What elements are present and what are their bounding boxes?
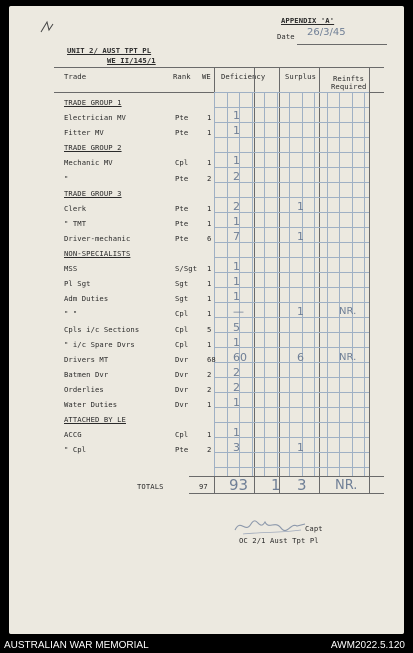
we-cell: 2 <box>207 173 212 183</box>
we-cell: 2 <box>207 384 212 394</box>
unit-line: UNIT 2/ AUST TPT PL <box>67 46 152 55</box>
totals-surplus-b: 3 <box>297 476 307 494</box>
col-rule-5 <box>369 67 370 493</box>
grid-line <box>314 92 315 476</box>
rank-cell: Sgt <box>175 279 189 289</box>
deficiency-cell: 1 <box>233 335 240 349</box>
we-cell: 1 <box>207 430 212 440</box>
rank-cell: Cpl <box>175 324 189 334</box>
appendix-label: APPENDIX 'A' <box>281 16 335 25</box>
col-rule-3 <box>279 67 280 493</box>
we-cell: 2 <box>207 445 212 455</box>
totals-we: 97 <box>199 482 208 491</box>
signature-rank: Capt <box>305 524 323 533</box>
grid-line <box>214 122 369 123</box>
deficiency-cell: 60 <box>233 350 247 364</box>
grid-line <box>352 92 353 476</box>
we-cell: 1 <box>207 128 212 138</box>
grid-line <box>214 197 369 198</box>
document-page <box>9 6 404 634</box>
rank-cell: Cpl <box>175 430 189 440</box>
surplus-cell: 1 <box>297 199 304 213</box>
reinfts-cell: NR. <box>339 306 357 318</box>
we-cell: 1 <box>207 294 212 304</box>
grid-line <box>264 92 265 476</box>
we-cell: 1 <box>207 203 212 213</box>
trade-cell: NON-SPECIALISTS <box>64 249 131 258</box>
rank-cell: S/Sgt <box>175 264 198 274</box>
grid-line <box>214 422 369 423</box>
deficiency-cell: 1 <box>233 154 240 168</box>
trade-cell: Orderlies <box>64 384 104 394</box>
grid-line <box>214 92 369 93</box>
col-we: WE <box>202 72 211 81</box>
totals-surplus-a: 1 <box>271 476 281 494</box>
rank-cell: Pte <box>175 445 189 455</box>
col-surplus: Surplus <box>285 72 316 81</box>
we-cell: 1 <box>207 218 212 228</box>
we-line: WE II/145/1 <box>107 56 156 65</box>
deficiency-cell: 2 <box>233 169 240 183</box>
rank-cell: Dvr <box>175 400 189 409</box>
we-cell: 1 <box>207 309 212 319</box>
trade-cell: Cpls i/c Sections <box>64 324 140 334</box>
grid-line <box>214 467 369 468</box>
reinfts-cell: NR. <box>339 351 357 363</box>
table-top-rule <box>54 67 384 68</box>
trade-cell: ACCG <box>64 430 82 440</box>
rank-cell: Cpl <box>175 339 189 349</box>
rank-cell: Sgt <box>175 294 189 304</box>
grid-line <box>227 92 228 476</box>
grid-line <box>214 107 369 108</box>
trade-cell: Adm Duties <box>64 294 109 304</box>
deficiency-cell: 2 <box>233 199 240 213</box>
deficiency-cell: 1 <box>233 426 240 440</box>
deficiency-cell: 1 <box>233 109 240 123</box>
grid-line <box>339 92 340 476</box>
deficiency-cell: 1 <box>233 396 240 409</box>
we-cell: 1 <box>207 113 212 123</box>
date-label: Date <box>277 32 295 41</box>
trade-cell: ATTACHED BY LE <box>64 415 126 425</box>
rank-cell: Dvr <box>175 354 189 364</box>
trade-cell: " <box>64 173 69 183</box>
trade-cell: Clerk <box>64 203 87 213</box>
trade-cell: Pl Sgt <box>64 279 91 289</box>
trade-cell: TRADE GROUP 1 <box>64 98 122 107</box>
grid-line <box>252 92 253 476</box>
col-reinfts-2: Required <box>331 82 367 91</box>
deficiency-cell: — <box>233 305 244 319</box>
surplus-cell: 1 <box>297 441 304 455</box>
rank-cell: Dvr <box>175 369 189 379</box>
trade-cell: " i/c Spare Dvrs <box>64 339 135 349</box>
col-rule-4 <box>319 67 320 493</box>
footer-accession: AWM2022.5.120 <box>330 640 405 651</box>
footer-source: AUSTRALIAN WAR MEMORIAL <box>4 640 149 651</box>
totals-top-rule <box>189 476 384 477</box>
we-cell: 68 <box>207 354 216 364</box>
date-underline <box>297 44 387 45</box>
rank-cell: Pte <box>175 128 189 138</box>
trade-cell: TRADE GROUP 2 <box>64 143 122 153</box>
grid-line <box>277 92 278 476</box>
we-cell: 6 <box>207 233 212 243</box>
deficiency-cell: 1 <box>233 260 240 274</box>
col-rule-2 <box>254 67 255 493</box>
rank-cell: Pte <box>175 203 189 213</box>
trade-cell: Water Duties <box>64 400 118 409</box>
grid-line <box>302 92 303 476</box>
trade-cell: Batmen Dvr <box>64 369 109 379</box>
grid-line <box>327 92 328 476</box>
col-reinfts-1: Reinfts <box>333 74 364 83</box>
trade-cell: Mechanic MV <box>64 158 113 168</box>
we-cell: 1 <box>207 339 212 349</box>
deficiency-cell: 2 <box>233 380 240 394</box>
we-cell: 1 <box>207 279 212 289</box>
totals-bottom-rule <box>189 493 384 494</box>
trade-cell: Drivers MT <box>64 354 109 364</box>
deficiency-cell: 3 <box>233 441 240 455</box>
handwritten-signature <box>231 514 311 538</box>
trade-cell: Fitter MV <box>64 128 104 138</box>
deficiency-cell: 1 <box>233 290 240 304</box>
we-cell: 2 <box>207 369 212 379</box>
we-cell: 1 <box>207 400 212 409</box>
deficiency-cell: 1 <box>233 124 240 138</box>
deficiency-cell: 7 <box>233 229 240 243</box>
surplus-cell: 6 <box>297 350 304 364</box>
grid-line <box>364 92 365 476</box>
trade-cell: Electrician MV <box>64 113 126 123</box>
we-cell: 5 <box>207 324 212 334</box>
surplus-cell: 1 <box>297 305 304 319</box>
signature-title: OC 2/1 Aust Tpt Pl <box>239 536 319 545</box>
totals-deficiency: 93 <box>229 476 249 494</box>
rank-cell: Pte <box>175 173 189 183</box>
totals-label: TOTALS <box>137 482 164 491</box>
totals-reinfts: NR. <box>335 478 358 493</box>
grid-line <box>214 152 369 153</box>
trade-cell: TRADE GROUP 3 <box>64 188 122 198</box>
rank-cell: Pte <box>175 218 189 228</box>
date-value: 26/3/45 <box>307 27 346 38</box>
rank-cell: Cpl <box>175 309 189 319</box>
trade-cell: Driver-mechanic <box>64 233 131 243</box>
deficiency-cell: 2 <box>233 365 240 379</box>
col-deficiency: Deficiency <box>221 72 266 81</box>
deficiency-cell: 1 <box>233 214 240 228</box>
rank-cell: Dvr <box>175 384 189 394</box>
trade-cell: " TMT <box>64 218 87 228</box>
we-cell: 1 <box>207 158 212 168</box>
rank-cell: Pte <box>175 233 189 243</box>
trade-cell: MSS <box>64 264 78 274</box>
grid-line <box>214 257 369 258</box>
trade-cell: " " <box>64 309 78 319</box>
corner-mark <box>37 18 57 36</box>
grid-line <box>289 92 290 476</box>
rank-cell: Pte <box>175 113 189 123</box>
trade-cell: " Cpl <box>64 445 87 455</box>
rank-cell: Cpl <box>175 158 189 168</box>
col-trade: Trade <box>64 72 87 81</box>
footer-bar <box>0 634 413 653</box>
col-rank: Rank <box>173 72 191 81</box>
deficiency-cell: 1 <box>233 275 240 289</box>
deficiency-cell: 5 <box>233 320 240 334</box>
grid-line <box>214 92 215 476</box>
surplus-cell: 1 <box>297 229 304 243</box>
we-cell: 1 <box>207 264 212 274</box>
